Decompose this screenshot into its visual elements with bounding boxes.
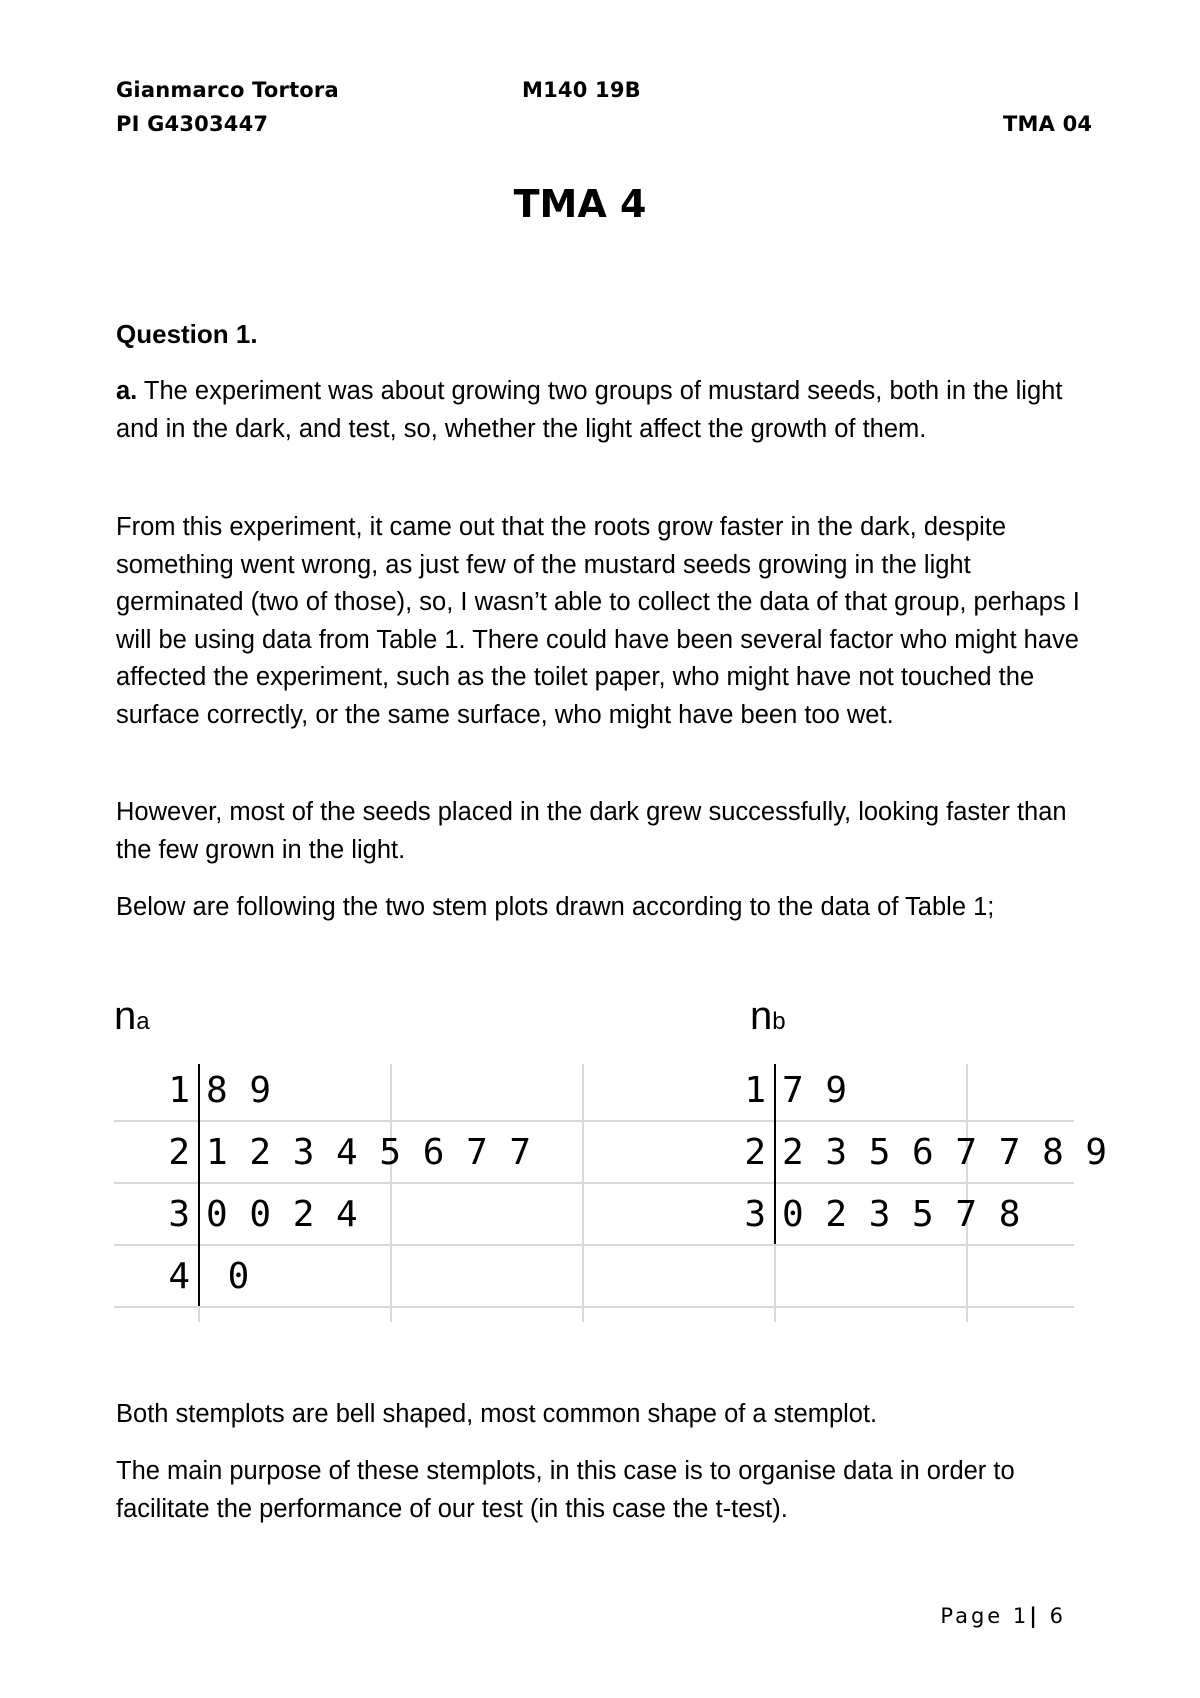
stemplot-a-leaves: 0 0 2 4 xyxy=(206,1194,358,1235)
stemplot-a-stem: 3 xyxy=(168,1194,190,1235)
part-a-paragraph xyxy=(116,373,1096,448)
stemplot-b-label-main: n xyxy=(750,994,773,1038)
paragraph-purpose: The main purpose of these stemplots, in this case is to organise data in order to facilitate the performance of our test (in this case the t-test). xyxy=(116,1457,1015,1523)
grid-line xyxy=(114,1182,1074,1184)
grid-line xyxy=(198,1306,200,1322)
stemplot-a-leaves: 8 9 xyxy=(206,1070,272,1111)
stemplot-b-stem: 1 xyxy=(744,1070,766,1111)
stemplot-a-stem: 1 xyxy=(168,1070,190,1111)
stemplot-b-leaves: 7 9 xyxy=(782,1070,848,1111)
grid-line xyxy=(114,1120,1074,1122)
course-code: M140 19B xyxy=(522,78,641,102)
part-a-label: a. xyxy=(116,377,138,405)
stemplot-a-leaves: 0 xyxy=(206,1256,250,1297)
page-separator: | xyxy=(1029,1604,1040,1628)
stemplot-b-divider xyxy=(774,1064,776,1244)
question-heading: Question 1. xyxy=(116,319,258,349)
stemplot-a-leaves: 1 2 3 4 5 6 7 7 xyxy=(206,1132,532,1173)
page-number xyxy=(940,1604,1066,1628)
stemplot-b-label xyxy=(750,996,786,1042)
stemplot-a-label-sub: a xyxy=(136,1008,150,1035)
part-a-text: The experiment was about growing two groups of mustard seeds, both in the light and in the dark, and test, so, whether the light affect the growth of them. xyxy=(116,377,1063,443)
grid-line xyxy=(390,1064,392,1322)
page-current: 1 xyxy=(1012,1604,1030,1628)
grid-line xyxy=(966,1064,968,1322)
stemplot-a-label xyxy=(114,996,150,1042)
stemplot-a-divider xyxy=(198,1064,200,1306)
stemplot-a-stem: 2 xyxy=(168,1132,190,1173)
stemplot-b-stem: 3 xyxy=(744,1194,766,1235)
stemplot-b-label-sub: b xyxy=(772,1008,786,1035)
paragraph-shape: Both stemplots are bell shaped, most common shape of a stemplot. xyxy=(116,1400,878,1428)
personal-identifier: PI G4303447 xyxy=(116,112,269,136)
tma-code: TMA 04 xyxy=(1003,112,1093,136)
paragraph-dark-seeds: However, most of the seeds placed in the dark grew successfully, looking faster than the few grown in the light. xyxy=(116,798,1067,864)
grid-line xyxy=(114,1244,1074,1246)
grid-line xyxy=(114,1306,1074,1308)
author-name: Gianmarco Tortora xyxy=(116,78,339,102)
stemplot-b-leaves: 2 3 5 6 7 7 8 9 xyxy=(782,1132,1108,1173)
stemplot-a-stem: 4 xyxy=(168,1256,190,1297)
stemplot-b-leaves: 0 2 3 5 7 8 xyxy=(782,1194,1021,1235)
paragraph-results: From this experiment, it came out that the roots grow faster in the dark, despite something went wrong, as just few of the mustard seeds growing in the light germinated (two of those), so, I wasn’t able to collect the data of that group, perhaps I will be using data from Table 1. There could have been several factor who might have affected the experiment, such as the toilet paper, who might have not touched the surface correctly, or the same surface, who might have been too wet. xyxy=(116,513,1080,729)
stemplot-a-label-main: n xyxy=(114,994,137,1038)
grid-line xyxy=(582,1064,584,1322)
paragraph-stemplot-intro: Below are following the two stem plots drawn according to the data of Table 1; xyxy=(116,893,995,921)
stemplot-b-stem: 2 xyxy=(744,1132,766,1173)
page-title: TMA 4 xyxy=(513,182,647,226)
grid-line xyxy=(774,1244,776,1322)
page-total: 6 xyxy=(1049,1604,1066,1628)
page-label: Page xyxy=(940,1604,1004,1628)
